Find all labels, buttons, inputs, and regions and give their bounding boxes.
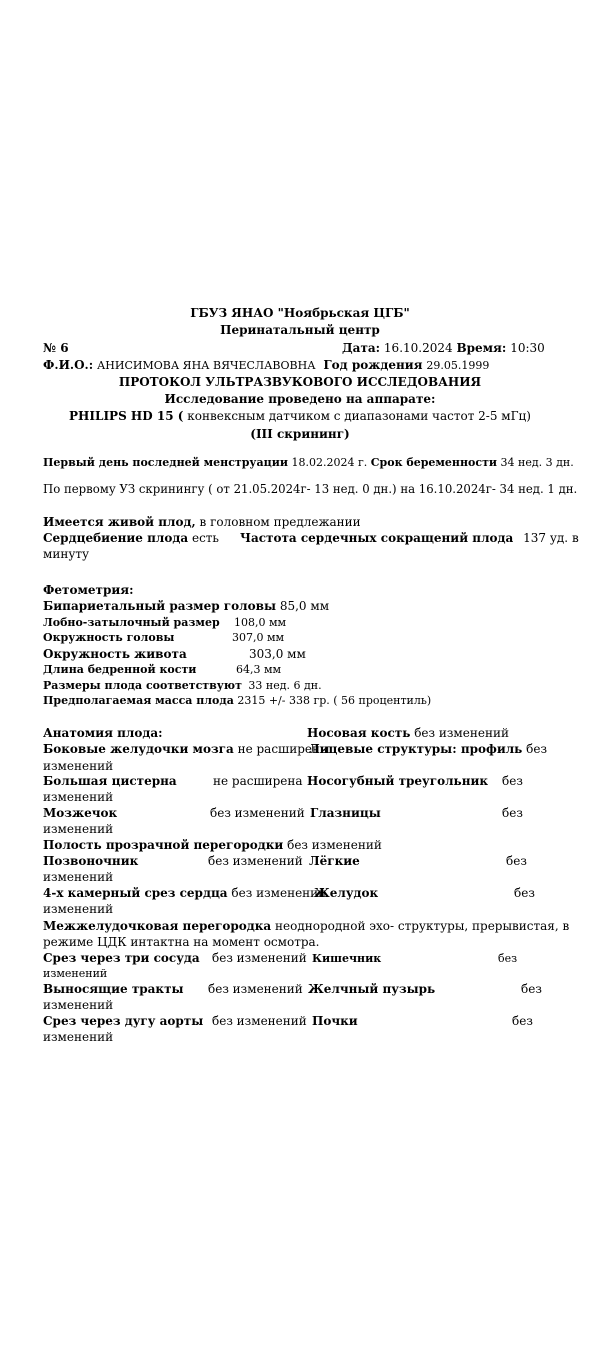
ventricles-value: не расширены [237,742,330,756]
gallbladder-label: Желчный пузырь [308,982,436,996]
orbits-value: без [502,806,523,820]
hc-value: 307,0 мм [232,631,285,644]
device-line [0,410,600,422]
first-screening-line: По первому УЗ скринингу ( от 21.05.2024г- 13 нед. 0 дн.) на 16.10.2024г- 34 нед. 1 дн. [43,482,578,496]
spine-value: без изменений [208,854,303,868]
aortic-arch-label: Срез через дугу аорты [43,1014,204,1028]
gallbladder-cont: изменений [43,998,114,1012]
ventricles-label: Боковые желудочки мозга [43,742,234,756]
heart-rate-line [240,532,579,544]
nasal-line [307,727,509,739]
bowel-cont: изменений [43,967,108,980]
anatomy-title: Анатомия плода: [43,726,163,740]
alive-line [43,516,361,528]
protocol-title: ПРОТОКОЛ УЛЬТРАЗВУКОВОГО ИССЛЕДОВАНИЯ [118,375,482,389]
heartbeat-label: Сердцебиение плода [43,531,189,545]
bowel-value: без [498,952,518,965]
fetometry-title: Фетометрия: [43,583,134,597]
lungs-cont: изменений [43,870,114,884]
size-line [43,680,322,691]
nasal-label: Носовая кость [307,726,411,740]
term-label: Срок беременности [370,456,498,469]
stomach-value: без [514,886,535,900]
record-number: № 6 [43,341,69,355]
bpd-value: 85,0 мм [279,599,330,613]
kidneys-value: без [512,1014,533,1028]
ivs-line [43,920,569,932]
nasolabial-cont: изменений [43,790,114,804]
birth-value: 29.05.1999 [426,359,490,372]
department-name: Перинатальный центр [220,323,380,337]
lmp-value: 18.02.2024 г. [291,456,368,469]
bowel-label: Кишечник [312,952,382,965]
face-cont: изменений [43,759,114,773]
screening-label: (III скрининг) [250,427,350,441]
three-vessel-value: без изменений [212,951,307,965]
kidneys-cont: изменений [43,1030,114,1044]
nasolabial-label: Носогубный треугольник [307,774,489,788]
term-value: 34 нед. 3 дн. [500,456,574,469]
cisterna-value: не расширена [213,774,303,788]
kidneys-label: Почки [312,1014,358,1028]
fio-value: АНИСИМОВА ЯНА ВЯЧЕСЛАВОВНА [96,359,316,372]
csp-line [43,839,382,851]
outflow-value: без изменений [208,982,303,996]
ivs-cont: режиме ЦДК интактна на момент осмотра. [43,935,320,949]
cerebellum-value: без изменений [210,806,305,820]
aortic-arch-value: без изменений [212,1014,307,1028]
heartbeat-line [43,532,219,544]
ventricles-line [43,743,330,755]
outflow-label: Выносящие тракты [43,982,184,996]
ofd-label: Лобно-затылочный размер [43,616,220,629]
date-line [342,342,545,354]
hc-label: Окружность головы [43,631,175,644]
ivs-label: Межжелудочковая перегородка [43,919,272,933]
nasal-value: без изменений [414,726,509,740]
stomach-cont: изменений [43,902,114,916]
ofd-value: 108,0 мм [234,616,287,629]
weight-value: 2315 +/- 338 гр. ( 56 процентиль) [237,694,432,707]
ac-value: 303,0 мм [249,647,306,661]
weight-label: Предполагаемая масса плода [43,694,234,707]
heart-rate-label: Частота сердечных сокращений плода [240,531,514,545]
face-value: без [526,742,548,756]
three-vessel-label: Срез через три сосуда [43,951,200,965]
gallbladder-value: без [521,982,542,996]
lmp-label: Первый день последней менструации [43,456,289,469]
date-value: 16.10.2024 [383,341,453,355]
lungs-value: без [506,854,527,868]
ac-label: Окружность живота [43,647,187,661]
fourch-line [43,887,326,899]
bpd-line [43,600,329,612]
heart-rate-cont: минуту [43,547,90,561]
orbits-label: Глазницы [310,806,381,820]
lmp-line [43,457,574,468]
time-value: 10:30 [510,341,545,355]
fio-label: Ф.И.О.: [43,358,94,372]
heart-rate-value: 137 уд. в [523,531,579,545]
csp-value: без изменений [287,838,382,852]
face-line [309,743,547,755]
cerebellum-label: Мозжечок [43,806,118,820]
birth-label: Год рождения [323,358,423,372]
orbits-cont: изменений [43,822,114,836]
csp-label: Полость прозрачной перегородки [43,838,284,852]
fourch-label: 4-х камерный срез сердца [43,886,228,900]
ivs-value: неоднородной эхо- структуры, прерывистая, в [275,919,570,933]
size-label: Размеры плода соответствуют [43,679,242,692]
device-heading: Исследование проведено на аппарате: [164,392,436,406]
bpd-label: Бипариетальный размер головы [43,599,276,613]
alive-value: в головном предлежании [199,515,361,529]
org-name: ГБУЗ ЯНАО "Ноябрьская ЦГБ" [190,306,410,320]
fl-value: 64,3 мм [236,663,282,676]
stomach-label: Желудок [314,886,379,900]
time-label: Время: [456,341,507,355]
lungs-label: Лёгкие [309,854,360,868]
nasolabial-value: без [502,774,523,788]
device-detail: конвексным датчиком с диапазонами частот 2-5 мГц) [187,409,531,423]
cisterna-label: Большая цистерна [43,774,177,788]
spine-label: Позвоночник [43,854,139,868]
device-name: PHILIPS HD 15 ( [69,409,184,423]
face-label: Лицевые структуры: профиль [309,742,523,756]
weight-line [43,695,431,706]
size-value: 33 нед. 6 дн. [248,679,322,692]
heartbeat-value: есть [191,531,219,545]
fourch-value: без изменений [231,886,327,900]
alive-label: Имеется живой плод, [43,515,196,529]
date-label: Дата: [342,341,381,355]
fl-label: Длина бедренной кости [43,663,197,676]
patient-line [43,359,489,371]
